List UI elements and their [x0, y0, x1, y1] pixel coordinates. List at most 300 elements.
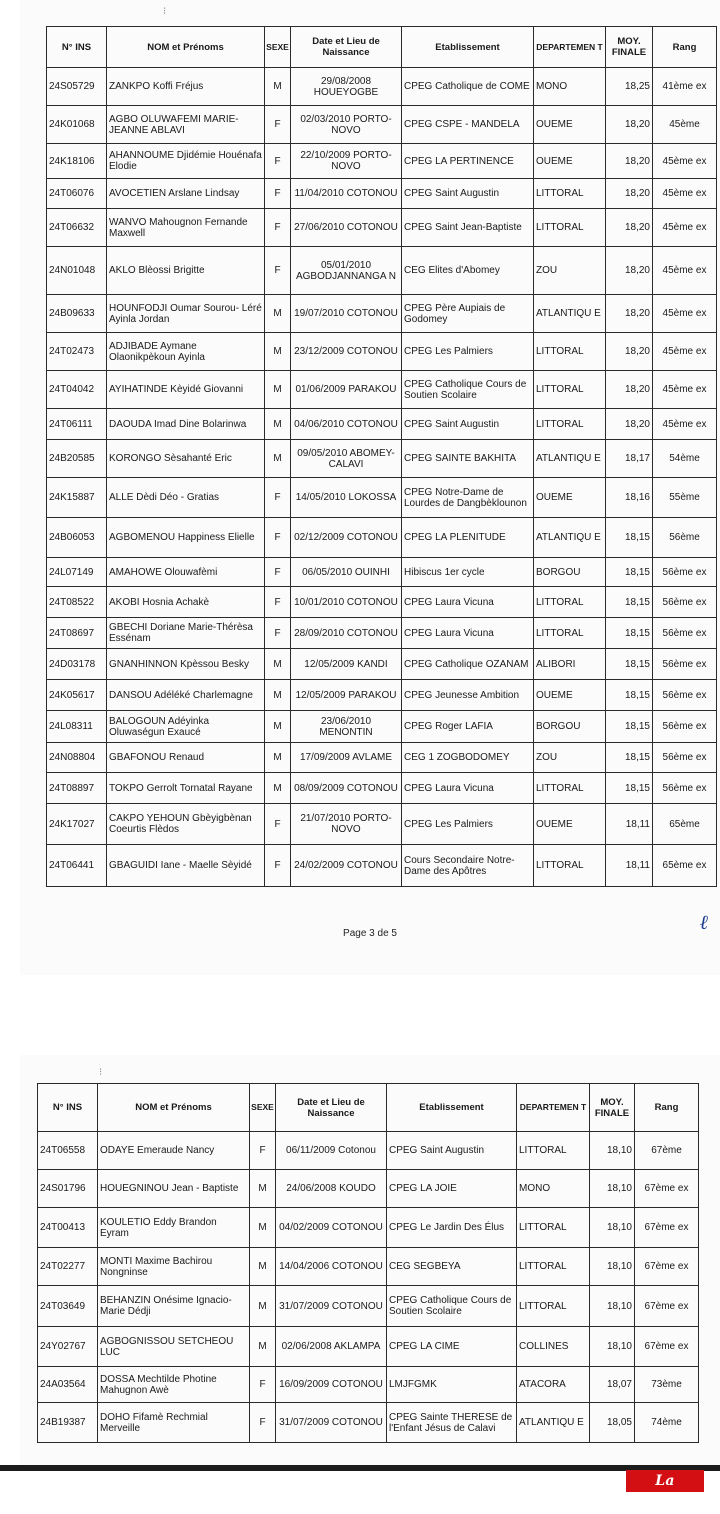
cell-nom: AMAHOWE Olouwafèmi: [107, 558, 265, 587]
table-header-row: [38, 1084, 699, 1132]
cell-sexe: F: [265, 845, 291, 887]
cell-dept: ZOU: [534, 247, 606, 295]
header-date: Date et Lieu de Naissance: [291, 27, 402, 68]
header-dept: DEPARTEMEN T: [534, 27, 606, 68]
cell-sexe: F: [265, 518, 291, 558]
table-row: [47, 478, 717, 518]
cell-date: 14/05/2010 LOKOSSA: [291, 478, 402, 518]
cell-dept: LITTORAL: [534, 333, 606, 371]
cell-nom: DANSOU Adéléké Charlemagne: [107, 680, 265, 711]
cell-date: 22/10/2009 PORTO-NOVO: [291, 144, 402, 179]
cell-nom: AKOBI Hosnia Achakè: [107, 587, 265, 618]
cell-date: 19/07/2010 COTONOU: [291, 295, 402, 333]
cell-etab: CPEG Les Palmiers: [402, 804, 534, 845]
cell-rang: 73ème: [635, 1367, 699, 1403]
cell-etab: CPEG Saint Augustin: [387, 1132, 517, 1170]
cell-moy: 18,15: [606, 743, 653, 773]
header-etab: Etablissement: [387, 1084, 517, 1132]
cell-nom: GBAFONOU Renaud: [107, 743, 265, 773]
cell-rang: 45ème ex: [653, 409, 717, 440]
cell-ins: 24L08311: [47, 711, 107, 743]
cell-dept: LITTORAL: [517, 1248, 590, 1286]
cell-etab: CPEG LA JOIE: [387, 1170, 517, 1208]
cell-date: 04/06/2010 COTONOU: [291, 409, 402, 440]
cell-ins: 24T06558: [38, 1132, 98, 1170]
cell-rang: 45ème ex: [653, 247, 717, 295]
cell-moy: 18,10: [590, 1286, 635, 1327]
cell-moy: 18,20: [606, 371, 653, 409]
table-header-row: [47, 27, 717, 68]
cell-dept: OUEME: [534, 478, 606, 518]
cell-rang: 41ème ex: [653, 68, 717, 106]
cell-etab: CPEG Notre-Dame de Lourdes de Dangbèklounon: [402, 478, 534, 518]
cell-etab: CEG Elites d'Abomey: [402, 247, 534, 295]
cell-etab: CPEG LA CIME: [387, 1327, 517, 1367]
table-row: [38, 1132, 699, 1170]
cell-etab: CPEG LA PLENITUDE: [402, 518, 534, 558]
cell-ins: 24T06632: [47, 209, 107, 247]
table-row: [38, 1248, 699, 1286]
cell-rang: 56ème ex: [653, 711, 717, 743]
cell-dept: OUEME: [534, 106, 606, 144]
cell-nom: KOULETIO Eddy Brandon Eyram: [98, 1208, 250, 1248]
cell-date: 17/09/2009 AVLAME: [291, 743, 402, 773]
cell-etab: CPEG Saint Jean-Baptiste: [402, 209, 534, 247]
cell-nom: MONTI Maxime Bachirou Nongninse: [98, 1248, 250, 1286]
cell-dept: OUEME: [534, 804, 606, 845]
cell-etab: CPEG SAINTE BAKHITA: [402, 440, 534, 478]
cell-moy: 18,15: [606, 518, 653, 558]
cell-etab: CPEG Saint Augustin: [402, 409, 534, 440]
cell-dept: OUEME: [534, 680, 606, 711]
cell-rang: 45ème ex: [653, 295, 717, 333]
table-row: [47, 440, 717, 478]
cell-ins: 24K17027: [47, 804, 107, 845]
page-number: Page 3 de 5: [343, 928, 397, 939]
cell-moy: 18,25: [606, 68, 653, 106]
cell-ins: 24T03649: [38, 1286, 98, 1327]
cell-sexe: F: [265, 144, 291, 179]
cell-nom: GNANHINNON Kpèssou Besky: [107, 649, 265, 680]
header-moy: MOY. FINALE: [606, 27, 653, 68]
cell-dept: LITTORAL: [534, 409, 606, 440]
table-row: [47, 773, 717, 804]
cell-ins: 24T08522: [47, 587, 107, 618]
results-body-page-3: [47, 68, 717, 887]
cell-dept: LITTORAL: [517, 1208, 590, 1248]
cell-nom: AKLO Blèossi Brigitte: [107, 247, 265, 295]
cell-sexe: M: [250, 1327, 276, 1367]
cell-etab: CPEG Le Jardin Des Élus: [387, 1208, 517, 1248]
cell-dept: MONO: [534, 68, 606, 106]
table-row: [47, 247, 717, 295]
cell-nom: GBAGUIDI Iane - Maelle Sèyidé: [107, 845, 265, 887]
cell-nom: DOHO Fifamè Rechmial Merveille: [98, 1403, 250, 1443]
cell-sexe: M: [265, 333, 291, 371]
cell-nom: AGBOMENOU Happiness Elielle: [107, 518, 265, 558]
cell-dept: LITTORAL: [534, 209, 606, 247]
header-sexe: SEXE: [265, 27, 291, 68]
cell-dept: LITTORAL: [534, 179, 606, 209]
cell-nom: BALOGOUN Adéyinka Oluwaségun Exaucé: [107, 711, 265, 743]
cell-moy: 18,05: [590, 1403, 635, 1443]
cell-etab: CEG 1 ZOGBODOMEY: [402, 743, 534, 773]
cell-nom: CAKPO YEHOUN Gbèyigbènan Coeurtis Flèdos: [107, 804, 265, 845]
cell-ins: 24K18106: [47, 144, 107, 179]
cell-etab: Hibiscus 1er cycle: [402, 558, 534, 587]
cell-moy: 18,20: [606, 295, 653, 333]
cell-moy: 18,10: [590, 1132, 635, 1170]
cell-sexe: M: [265, 649, 291, 680]
cell-rang: 65ème ex: [653, 845, 717, 887]
document-page-4: [20, 1055, 720, 1465]
cell-ins: 24T02473: [47, 333, 107, 371]
cell-etab: Cours Secondaire Notre-Dame des Apôtres: [402, 845, 534, 887]
cell-dept: LITTORAL: [517, 1286, 590, 1327]
cell-moy: 18,17: [606, 440, 653, 478]
cell-rang: 56ème ex: [653, 773, 717, 804]
cell-etab: CPEG Laura Vicuna: [402, 618, 534, 649]
cell-rang: 67ème ex: [635, 1327, 699, 1367]
table-row: [47, 518, 717, 558]
cell-ins: 24N08804: [47, 743, 107, 773]
cell-sexe: M: [265, 371, 291, 409]
cell-sexe: F: [265, 478, 291, 518]
table-row: [47, 845, 717, 887]
cell-sexe: M: [265, 773, 291, 804]
cell-etab: CPEG Saint Augustin: [402, 179, 534, 209]
cell-ins: 24D03178: [47, 649, 107, 680]
table-row: [47, 618, 717, 649]
cell-date: 05/01/2010 AGBODJANNANGA N: [291, 247, 402, 295]
cell-ins: 24T02277: [38, 1248, 98, 1286]
results-body-page-4: [38, 1132, 699, 1443]
cell-ins: 24B06053: [47, 518, 107, 558]
table-row: [47, 743, 717, 773]
cell-sexe: F: [265, 209, 291, 247]
cell-nom: KORONGO Sèsahanté Eric: [107, 440, 265, 478]
cell-rang: 56ème ex: [653, 649, 717, 680]
header-rang: Rang: [635, 1084, 699, 1132]
cell-date: 06/05/2010 OUINHI: [291, 558, 402, 587]
cell-sexe: F: [265, 106, 291, 144]
cell-rang: 67ème ex: [635, 1208, 699, 1248]
cell-dept: ATLANTIQU E: [517, 1403, 590, 1443]
cell-ins: 24T04042: [47, 371, 107, 409]
cell-ins: 24S05729: [47, 68, 107, 106]
table-row: [47, 680, 717, 711]
cell-etab: CPEG Sainte THERESE de l'Enfant Jésus de Calavi: [387, 1403, 517, 1443]
cell-nom: AVOCETIEN Arslane Lindsay: [107, 179, 265, 209]
cell-rang: 65ème: [653, 804, 717, 845]
cell-dept: LITTORAL: [534, 845, 606, 887]
cell-ins: 24B19387: [38, 1403, 98, 1443]
cell-moy: 18,20: [606, 333, 653, 371]
cell-nom: DOSSA Mechtilde Photine Mahugnon Awè: [98, 1367, 250, 1403]
cell-date: 12/05/2009 KANDI: [291, 649, 402, 680]
results-table-page-3: [46, 26, 717, 887]
table-row: [47, 558, 717, 587]
table-row: [47, 409, 717, 440]
cell-date: 14/04/2006 COTONOU: [276, 1248, 387, 1286]
table-row: [38, 1367, 699, 1403]
cell-moy: 18,20: [606, 106, 653, 144]
cell-etab: CPEG Catholique Cours de Soutien Scolaire: [402, 371, 534, 409]
table-row: [47, 179, 717, 209]
header-nom: NOM et Prénoms: [98, 1084, 250, 1132]
cell-ins: 24B20585: [47, 440, 107, 478]
table-row: [47, 209, 717, 247]
cell-etab: LMJFGMK: [387, 1367, 517, 1403]
cell-nom: HOUEGNINOU Jean - Baptiste: [98, 1170, 250, 1208]
cell-rang: 67ème ex: [635, 1248, 699, 1286]
cell-sexe: M: [265, 440, 291, 478]
cell-nom: ODAYE Emeraude Nancy: [98, 1132, 250, 1170]
cell-sexe: M: [265, 711, 291, 743]
cell-etab: CEG SEGBEYA: [387, 1248, 517, 1286]
cell-dept: LITTORAL: [534, 587, 606, 618]
header-ins: N° INS: [47, 27, 107, 68]
table-row: [38, 1327, 699, 1367]
cell-moy: 18,20: [606, 209, 653, 247]
cell-ins: 24T08697: [47, 618, 107, 649]
cell-nom: BEHANZIN Onésime Ignacio-Marie Dédji: [98, 1286, 250, 1327]
cell-nom: ZANKPO Koffi Fréjus: [107, 68, 265, 106]
header-dept: DEPARTEMEN T: [517, 1084, 590, 1132]
header-sexe: SEXE: [250, 1084, 276, 1132]
table-row: [47, 649, 717, 680]
cell-ins: 24Y02767: [38, 1327, 98, 1367]
cell-rang: 45ème: [653, 106, 717, 144]
cell-rang: 56ème ex: [653, 743, 717, 773]
cell-rang: 56ème ex: [653, 618, 717, 649]
cell-ins: 24S01796: [38, 1170, 98, 1208]
cell-rang: 67ème: [635, 1132, 699, 1170]
table-row: [47, 333, 717, 371]
cell-dept: BORGOU: [534, 558, 606, 587]
cell-dept: COLLINES: [517, 1327, 590, 1367]
cell-dept: ATLANTIQU E: [534, 440, 606, 478]
cell-sexe: M: [265, 68, 291, 106]
cell-date: 02/06/2008 AKLAMPA: [276, 1327, 387, 1367]
cell-etab: CPEG Laura Vicuna: [402, 587, 534, 618]
cell-rang: 45ème ex: [653, 179, 717, 209]
cell-sexe: F: [265, 587, 291, 618]
cell-sexe: M: [265, 409, 291, 440]
cell-date: 10/01/2010 COTONOU: [291, 587, 402, 618]
cell-rang: 45ème ex: [653, 209, 717, 247]
cell-dept: ATLANTIQU E: [534, 295, 606, 333]
cell-date: 11/04/2010 COTONOU: [291, 179, 402, 209]
cell-etab: CPEG Laura Vicuna: [402, 773, 534, 804]
page-edge-shadow: [0, 1465, 720, 1471]
cell-date: 24/02/2009 COTONOU: [291, 845, 402, 887]
cell-dept: MONO: [517, 1170, 590, 1208]
cell-moy: 18,07: [590, 1367, 635, 1403]
cell-etab: CPEG LA PERTINENCE: [402, 144, 534, 179]
cell-date: 01/06/2009 PARAKOU: [291, 371, 402, 409]
cell-moy: 18,15: [606, 618, 653, 649]
cell-etab: CPEG Père Aupiais de Godomey: [402, 295, 534, 333]
cell-dept: LITTORAL: [534, 618, 606, 649]
header-etab: Etablissement: [402, 27, 534, 68]
cell-ins: 24K15887: [47, 478, 107, 518]
cell-nom: AGBOGNISSOU SETCHEOU LUC: [98, 1327, 250, 1367]
table-row: [47, 144, 717, 179]
cell-nom: DAOUDA Imad Dine Bolarinwa: [107, 409, 265, 440]
scan-artifact: ⁝: [163, 6, 167, 17]
cell-dept: OUEME: [534, 144, 606, 179]
cell-dept: ATACORA: [517, 1367, 590, 1403]
cell-date: 31/07/2009 COTONOU: [276, 1403, 387, 1443]
cell-rang: 67ème ex: [635, 1286, 699, 1327]
cell-nom: TOKPO Gerrolt Tornatal Rayane: [107, 773, 265, 804]
cell-date: 02/03/2010 PORTO-NOVO: [291, 106, 402, 144]
table-row: [47, 587, 717, 618]
cell-ins: 24K01068: [47, 106, 107, 144]
table-row: [38, 1403, 699, 1443]
cell-rang: 54ème: [653, 440, 717, 478]
cell-date: 09/05/2010 ABOMEY-CALAVI: [291, 440, 402, 478]
cell-moy: 18,11: [606, 804, 653, 845]
cell-sexe: F: [265, 558, 291, 587]
cell-sexe: F: [250, 1132, 276, 1170]
cell-ins: 24N01048: [47, 247, 107, 295]
cell-ins: 24T06441: [47, 845, 107, 887]
cell-rang: 45ème ex: [653, 333, 717, 371]
cell-sexe: M: [250, 1286, 276, 1327]
cell-nom: AGBO OLUWAFEMI MARIE-JEANNE ABLAVI: [107, 106, 265, 144]
cell-ins: 24K05617: [47, 680, 107, 711]
cell-rang: 45ème ex: [653, 371, 717, 409]
cell-date: 31/07/2009 COTONOU: [276, 1286, 387, 1327]
cell-date: 21/07/2010 PORTO-NOVO: [291, 804, 402, 845]
table-row: [47, 106, 717, 144]
cell-ins: 24L07149: [47, 558, 107, 587]
header-nom: NOM et Prénoms: [107, 27, 265, 68]
document-page-3: [20, 0, 720, 975]
cell-date: 29/08/2008 HOUEYOGBE: [291, 68, 402, 106]
cell-nom: AYIHATINDE Kèyidé Giovanni: [107, 371, 265, 409]
header-rang: Rang: [653, 27, 717, 68]
cell-nom: AHANNOUME Djidémie Houénafa Elodie: [107, 144, 265, 179]
cell-date: 16/09/2009 COTONOU: [276, 1367, 387, 1403]
cell-sexe: F: [265, 179, 291, 209]
cell-date: 06/11/2009 Cotonou: [276, 1132, 387, 1170]
scan-artifact: ⁝: [99, 1067, 103, 1078]
cell-moy: 18,20: [606, 247, 653, 295]
cell-ins: 24T00413: [38, 1208, 98, 1248]
cell-sexe: M: [265, 295, 291, 333]
header-moy: MOY. FINALE: [590, 1084, 635, 1132]
table-row: [38, 1170, 699, 1208]
cell-rang: 56ème ex: [653, 680, 717, 711]
cell-date: 02/12/2009 COTONOU: [291, 518, 402, 558]
cell-nom: ALLE Dèdi Déo - Gratias: [107, 478, 265, 518]
cell-rang: 56ème: [653, 518, 717, 558]
cell-moy: 18,10: [590, 1248, 635, 1286]
results-table-page-4: [37, 1083, 699, 1443]
cell-moy: 18,20: [606, 179, 653, 209]
cell-dept: BORGOU: [534, 711, 606, 743]
cell-sexe: M: [265, 743, 291, 773]
cell-sexe: F: [250, 1367, 276, 1403]
cell-moy: 18,11: [606, 845, 653, 887]
cell-sexe: F: [265, 618, 291, 649]
table-row: [47, 804, 717, 845]
cell-date: 12/05/2009 PARAKOU: [291, 680, 402, 711]
cell-etab: CPEG CSPE - MANDELA: [402, 106, 534, 144]
cell-rang: 74ème: [635, 1403, 699, 1443]
cell-nom: WANVO Mahougnon Fernande Maxwell: [107, 209, 265, 247]
cell-moy: 18,16: [606, 478, 653, 518]
cell-dept: ZOU: [534, 743, 606, 773]
cell-ins: 24B09633: [47, 295, 107, 333]
cell-etab: CPEG Catholique Cours de Soutien Scolaire: [387, 1286, 517, 1327]
cell-dept: LITTORAL: [534, 371, 606, 409]
cell-rang: 56ème ex: [653, 587, 717, 618]
cell-moy: 18,15: [606, 558, 653, 587]
cell-ins: 24T06111: [47, 409, 107, 440]
cell-etab: CPEG Jeunesse Ambition: [402, 680, 534, 711]
cell-rang: 45ème ex: [653, 144, 717, 179]
cell-moy: 18,15: [606, 711, 653, 743]
cell-dept: LITTORAL: [517, 1132, 590, 1170]
cell-date: 23/06/2010 MENONTIN: [291, 711, 402, 743]
cell-nom: HOUNFODJI Oumar Sourou- Léré Ayinla Jordan: [107, 295, 265, 333]
cell-ins: 24T06076: [47, 179, 107, 209]
cell-moy: 18,10: [590, 1170, 635, 1208]
cell-date: 24/06/2008 KOUDO: [276, 1170, 387, 1208]
cell-etab: CPEG Catholique OZANAM: [402, 649, 534, 680]
table-row: [47, 68, 717, 106]
cell-moy: 18,15: [606, 587, 653, 618]
cell-nom: GBECHI Doriane Marie-Thérèsa Essénam: [107, 618, 265, 649]
cell-date: 04/02/2009 COTONOU: [276, 1208, 387, 1248]
table-row: [38, 1208, 699, 1248]
cell-sexe: M: [265, 680, 291, 711]
cell-rang: 67ème ex: [635, 1170, 699, 1208]
cell-moy: 18,20: [606, 144, 653, 179]
cell-sexe: M: [250, 1170, 276, 1208]
cell-etab: CPEG Roger LAFIA: [402, 711, 534, 743]
cell-moy: 18,15: [606, 773, 653, 804]
cell-moy: 18,15: [606, 649, 653, 680]
cell-rang: 56ème ex: [653, 558, 717, 587]
cell-sexe: F: [265, 804, 291, 845]
cell-nom: ADJIBADE Aymane Olaonikpèkoun Ayinla: [107, 333, 265, 371]
table-row: [47, 711, 717, 743]
la-tempete-logo: La Tempête: [626, 1470, 704, 1492]
cell-ins: 24A03564: [38, 1367, 98, 1403]
cell-etab: CPEG Les Palmiers: [402, 333, 534, 371]
header-ins: N° INS: [38, 1084, 98, 1132]
table-row: [47, 371, 717, 409]
cell-moy: 18,15: [606, 680, 653, 711]
cell-date: 27/06/2010 COTONOU: [291, 209, 402, 247]
cell-date: 28/09/2010 COTONOU: [291, 618, 402, 649]
table-row: [47, 295, 717, 333]
cell-sexe: M: [250, 1208, 276, 1248]
cell-dept: ATLANTIQU E: [534, 518, 606, 558]
cell-sexe: F: [250, 1403, 276, 1443]
cell-moy: 18,10: [590, 1208, 635, 1248]
cell-rang: 55ème: [653, 478, 717, 518]
table-row: [38, 1286, 699, 1327]
cell-dept: LITTORAL: [534, 773, 606, 804]
cell-date: 08/09/2009 COTONOU: [291, 773, 402, 804]
cell-moy: 18,10: [590, 1327, 635, 1367]
